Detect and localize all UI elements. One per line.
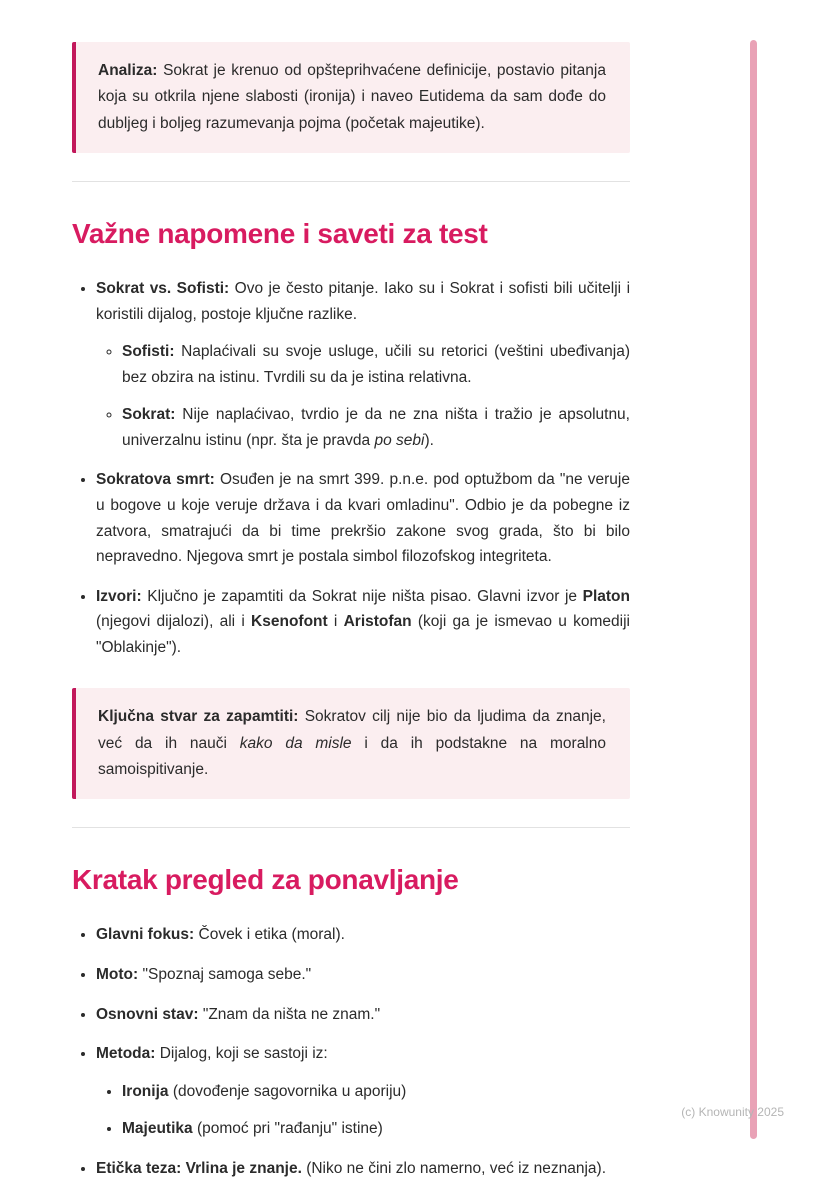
text-run: Sokratova smrt: [96,471,220,489]
list-item [96,467,630,569]
list-item [96,276,630,453]
callout-kljucna-stvar-text [98,704,606,783]
text-run: Majeutika [122,1120,193,1138]
list-item-text [96,922,630,948]
list-item [96,584,630,661]
text-run: Osuđen je na smrt 399. p.n.e. pod optužbom da "ne veruje u bogove u koje veruje država i da kvari omladinu". Odbio je da pobegne iz zatvora, smatrajući da bi time prekršio zakone svog grada, što bi bilo nepravedno. Njegova smrt je postala simbol filozofskog integriteta. [96,471,630,566]
text-run: Etička teza: Vrlina je znanje. [96,1159,307,1177]
list-item-text [122,402,630,453]
text-run: i [327,613,344,631]
list-item-text [122,339,630,390]
callout-analiza-text [98,58,606,137]
text-run: Sokratov cilj nije bio da ljudima da znanje, već da ih nauči [98,708,606,752]
notes-list [72,276,630,660]
text-run: Izvori: [96,587,148,605]
list-item [122,339,630,390]
document-content [72,0,630,1181]
section-divider [72,181,630,182]
text-run: kako da misle [239,734,352,752]
section-title-pregled: Kratak pregled za ponavljanje [72,864,459,896]
text-run: Osnovni stav: [96,1005,203,1023]
text-run: Dijalog, koji se sastoji iz: [159,1045,328,1063]
list-item-text [96,467,630,569]
summary-list [72,922,630,1181]
callout-kljucna-stvar [72,688,630,799]
text-run: Sokrat: [122,406,183,424]
list-item [96,962,630,988]
list-item [122,1079,630,1105]
text-run: Ksenofont [251,613,328,631]
text-run: Sofisti: [122,343,182,361]
text-run: Analiza: [98,62,164,79]
section-divider [72,827,630,828]
section-title-napomene: Važne napomene i saveti za test [72,218,488,250]
text-run: (koji ga je ismevao u komediji "Oblakinje"). [96,613,630,656]
page-edge-stripe [750,40,757,1139]
text-run: (pomoć pri "rađanju" istine) [192,1120,383,1138]
text-run: (njegovi dijalozi), ali i [96,613,252,631]
text-run: Aristofan [343,613,412,631]
list-item [96,1156,630,1181]
text-run: po sebi [374,431,425,449]
list-item-text [96,1002,630,1028]
text-run: "Spoznaj samoga sebe." [142,965,312,983]
list-item [96,1002,630,1028]
list-item-text [122,1079,630,1105]
text-run: Ključna stvar za zapamtiti: [98,708,305,726]
list-item-text [96,584,630,661]
text-run: Sokrat je krenuo od opšteprihvaćene definicije, postavio pitanja koja su otkrila njene slabosti (ironija) i naveo Eutidema da sam dođe do dubljeg i boljeg razumevanja pojma (početak majeutike). [98,62,606,132]
watermark: (c) Knowunity 2025 [681,1105,784,1119]
list-item-text [96,276,630,327]
text-run: Moto: [96,965,143,983]
list-item [96,922,630,948]
text-run: Glavni fokus: [96,926,199,944]
text-run: Nije naplaćivao, tvrdio je da ne zna ništa i tražio je apsolutnu, univerzalnu istinu (npr. šta je pravda [122,406,630,449]
callout-analiza [72,42,630,153]
nested-list-metoda [96,1079,630,1142]
text-run: Ironija [122,1082,169,1100]
text-run: "Znam da ništa ne znam." [202,1005,381,1023]
list-item-text [96,1041,630,1067]
text-run: Čovek i etika (moral). [198,926,345,944]
text-run: (Niko ne čini zlo namerno, već iz neznanja). [306,1159,607,1177]
nested-list-sofisti-sokrat [96,339,630,453]
text-run: Metoda: [96,1045,160,1063]
text-run: Ovo je često pitanje. Iako su i Sokrat i sofisti bili učitelji i koristili dijalog, postoje ključne razlike. [96,280,631,323]
text-run: Naplaćivali su svoje usluge, učili su retorici (veštini ubeđivanja) bez obzira na istinu. Tvrdili su da je istina relativna. [122,343,630,386]
text-run: (dovođenje sagovornika u aporiju) [168,1082,407,1100]
list-item [122,402,630,453]
list-item-text [122,1116,630,1142]
text-run: Sokrat vs. Sofisti: [96,280,235,298]
list-item-text [96,1156,630,1181]
list-item [96,1041,630,1142]
text-run: Ključno je zapamtiti da Sokrat nije ništa pisao. Glavni izvor je [147,587,583,605]
text-run: ). [424,431,434,449]
text-run: i da ih podstakne na moralno samoispitivanje. [98,734,606,779]
list-item-text [96,962,630,988]
text-run: Platon [582,587,630,605]
list-item [122,1116,630,1142]
